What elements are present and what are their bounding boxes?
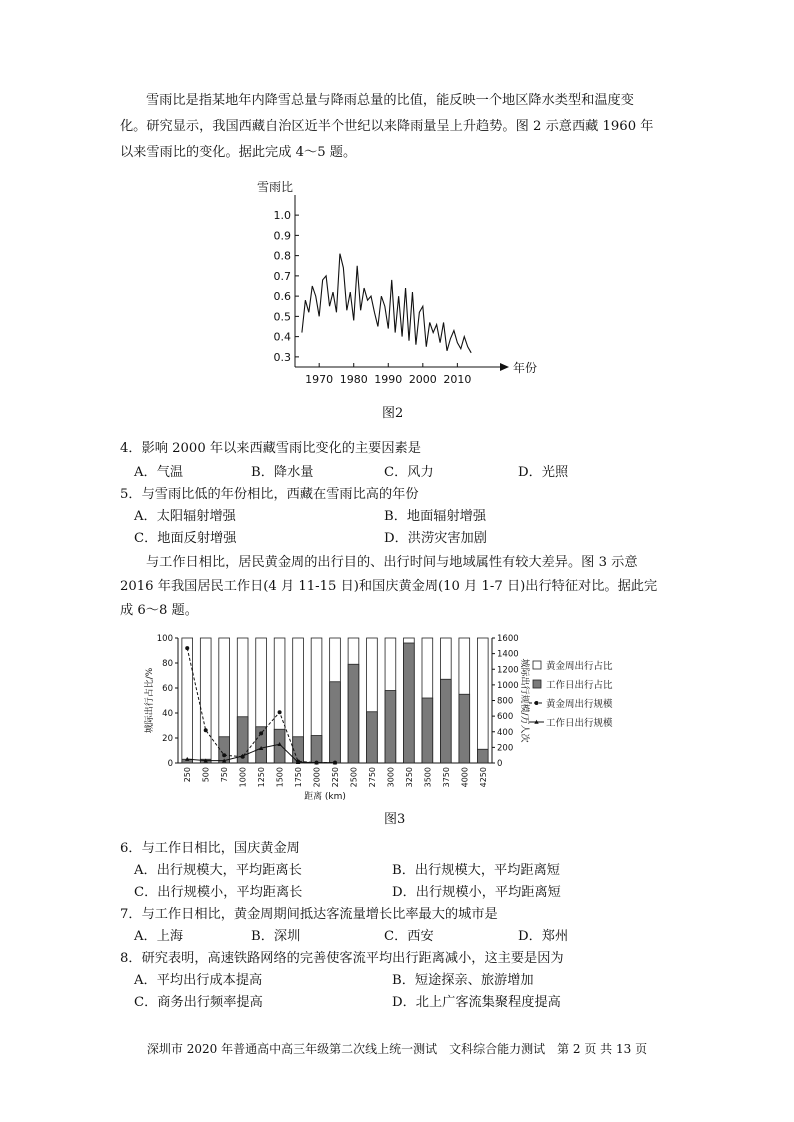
x-tick-label-3500: 3500 [423, 767, 433, 788]
question-7-option-c[interactable]: C．西安 [384, 929, 434, 944]
workday-share-bar-4250 [477, 749, 488, 763]
workday-share-bar-3500 [422, 698, 433, 763]
x-tick-label-2500: 2500 [349, 767, 359, 788]
question-5-option-b[interactable]: B．地面辐射增强 [384, 509, 487, 524]
x-tick-label-3: 2000 [408, 373, 437, 386]
question-8-option-b[interactable]: B．短途探亲、旅游增加 [392, 973, 534, 988]
question-6-option-b[interactable]: B．出行规模大，平均距离短 [392, 863, 560, 878]
x-tick-label-3000: 3000 [386, 767, 396, 788]
question-4-option-c[interactable]: C．风力 [384, 465, 434, 480]
question-5-option-d[interactable]: D．洪涝灾害加剧 [384, 531, 487, 546]
figure-2-chart [250, 175, 560, 395]
x-tick-label-2: 1990 [374, 373, 403, 386]
legend-marker-golden-scale [535, 701, 539, 705]
right-tick-label-1: 1400 [497, 649, 519, 660]
y-tick-label-6: 0.4 [273, 330, 291, 344]
question-8-stem: 8．研究表明，高速铁路网络的完善使客流平均出行距离减小，这主要是因为 [120, 951, 564, 966]
question-5-option-a[interactable]: A．太阳辐射增强 [134, 509, 236, 524]
golden-week-scale-point [278, 710, 282, 714]
x-tick-label-2750: 2750 [367, 767, 377, 788]
question-8-option-a[interactable]: A．平均出行成本提高 [134, 973, 263, 988]
snow-rain-ratio-line [302, 254, 471, 353]
figure-3-chart [140, 628, 660, 803]
right-tick-label-5: 600 [497, 712, 514, 723]
question-7-stem: 7．与工作日相比，黄金周期间抵达客流量增长比率最大的城市是 [120, 907, 498, 922]
question-4-option-b[interactable]: B．降水量 [251, 465, 314, 480]
left-tick-label-1: 80 [162, 659, 173, 669]
golden-week-scale-point [222, 753, 226, 757]
legend-label-workday-share: 工作日出行占比 [546, 680, 613, 691]
left-tick-label-5: 0 [167, 759, 173, 769]
right-tick-label-3: 1000 [497, 680, 519, 691]
y-tick-label-3: 0.7 [273, 269, 291, 283]
y-tick-label-2: 0.8 [273, 249, 291, 263]
x-tick-label-750: 750 [220, 767, 230, 783]
x-axis-title: 年份 [513, 361, 538, 375]
golden-week-scale-point [204, 728, 208, 732]
question-4-option-d[interactable]: D．光照 [518, 465, 569, 480]
x-tick-label-1250: 1250 [257, 767, 267, 788]
x-tick-label-2250: 2250 [331, 767, 340, 788]
legend-label-golden-share: 黄金周出行占比 [546, 661, 613, 672]
intro2-line-2: 2016 年我国居民工作日(4 月 11-15 日)和国庆黄金周(10 月 1-7 日)出行特征对比。据此完 [120, 579, 658, 594]
golden-week-share-bar-250 [182, 638, 193, 763]
x-axis-title: 距离 (km) [304, 792, 346, 802]
figure-2-caption: 图2 [382, 406, 404, 421]
golden-week-share-bar-4250 [477, 638, 488, 763]
y-tick-label-4: 0.6 [273, 290, 291, 304]
x-tick-label-4000: 4000 [460, 767, 470, 788]
workday-share-bar-3750 [440, 679, 451, 763]
y-tick-label-1: 0.9 [273, 229, 291, 243]
workday-share-bar-2750 [367, 712, 378, 763]
y-tick-label-5: 0.5 [273, 310, 291, 324]
y-axis-title: 雪雨比 [256, 180, 293, 194]
workday-share-bar-2500 [348, 664, 359, 763]
intro1-line-2: 化。研究显示，我国西藏自治区近半个世纪以来降雨量呈上升趋势。图 2 示意西藏 1960 年 [120, 119, 654, 134]
x-tick-label-500: 500 [201, 767, 211, 783]
legend-swatch-golden-share [533, 661, 541, 669]
left-tick-label-4: 20 [162, 734, 173, 744]
intro1-line-1: 雪雨比是指某地年内降雪总量与降雨总量的比值，能反映一个地区降水类型和温度变 [146, 93, 634, 108]
x-tick-label-250: 250 [183, 767, 193, 783]
x-tick-label-4250: 4250 [478, 767, 488, 788]
x-tick-label-1000: 1000 [238, 767, 248, 788]
workday-share-bar-4000 [459, 694, 470, 763]
right-tick-label-8: 0 [497, 759, 503, 769]
golden-week-share-bar-500 [200, 638, 211, 763]
golden-week-scale-point [185, 646, 189, 650]
page-footer: 深圳市 2020 年普通高中高三年级第二次线上统一测试 文科综合能力测试 第 2 页 共 13 页 [146, 1042, 648, 1056]
left-tick-label-3: 40 [162, 709, 173, 719]
workday-share-bar-1500 [274, 729, 285, 763]
right-tick-label-6: 400 [497, 727, 514, 738]
question-6-option-a[interactable]: A．出行规模大，平均距离长 [134, 863, 302, 878]
x-tick-label-3750: 3750 [441, 767, 451, 788]
x-tick-label-1500: 1500 [275, 767, 285, 788]
intro2-line-3: 成 6～8 题。 [120, 603, 198, 618]
golden-week-scale-point [259, 731, 263, 735]
question-8-option-d[interactable]: D．北上广客流集聚程度提高 [392, 995, 561, 1010]
figure-3-caption: 图3 [384, 812, 406, 827]
question-6-option-c[interactable]: C．出行规模小，平均距离长 [134, 885, 303, 900]
question-7-option-b[interactable]: B．深圳 [251, 929, 301, 944]
workday-share-bar-2250 [330, 682, 341, 763]
question-6-stem: 6．与工作日相比，国庆黄金周 [120, 841, 300, 856]
x-axis-arrow [500, 363, 509, 371]
right-tick-label-4: 800 [497, 696, 514, 707]
intro1-line-3: 以来雪雨比的变化。据此完成 4～5 题。 [120, 145, 357, 160]
workday-share-bar-2000 [311, 736, 322, 764]
x-tick-label-4: 2010 [443, 373, 472, 386]
x-tick-label-3250: 3250 [404, 767, 414, 788]
x-tick-label-1750: 1750 [294, 767, 304, 788]
question-8-option-c[interactable]: C．商务出行频率提高 [134, 995, 263, 1010]
legend-swatch-workday-share [533, 680, 541, 688]
x-tick-label-1: 1980 [339, 373, 368, 386]
x-tick-label-0: 1970 [305, 373, 334, 386]
question-5-option-c[interactable]: C．地面反射增强 [134, 531, 237, 546]
question-6-option-d[interactable]: D．出行规模小，平均距离短 [392, 885, 561, 900]
x-tick-label-2000: 2000 [312, 767, 322, 788]
workday-share-bar-3000 [385, 691, 396, 764]
right-axis-title: 城际出行规模/万人次 [519, 658, 529, 743]
legend-label-golden-scale: 黄金周出行规模 [546, 699, 613, 710]
left-tick-label-2: 60 [162, 684, 173, 694]
y-tick-label-0: 1.0 [273, 209, 291, 223]
workday-share-bar-3250 [404, 643, 415, 763]
question-5-stem: 5．与雪雨比低的年份相比，西藏在雪雨比高的年份 [120, 487, 419, 502]
right-tick-label-0: 1600 [497, 634, 519, 644]
question-4-option-a[interactable]: A．气温 [134, 465, 184, 480]
right-tick-label-2: 1200 [497, 665, 519, 676]
question-7-option-d[interactable]: D．郑州 [518, 929, 569, 944]
right-tick-label-7: 200 [497, 743, 514, 754]
intro2-line-1: 与工作日相比，居民黄金周的出行目的、出行时间与地域属性有较大差异。图 3 示意 [146, 555, 638, 570]
left-tick-label-0: 100 [156, 634, 173, 644]
legend-label-workday-scale: 工作日出行规模 [546, 718, 613, 729]
left-axis-title: 城际出行占比/% [145, 667, 155, 734]
question-4-stem: 4．影响 2000 年以来西藏雪雨比变化的主要因素是 [120, 441, 421, 456]
y-tick-label-7: 0.3 [273, 350, 291, 364]
question-7-option-a[interactable]: A．上海 [134, 929, 184, 944]
